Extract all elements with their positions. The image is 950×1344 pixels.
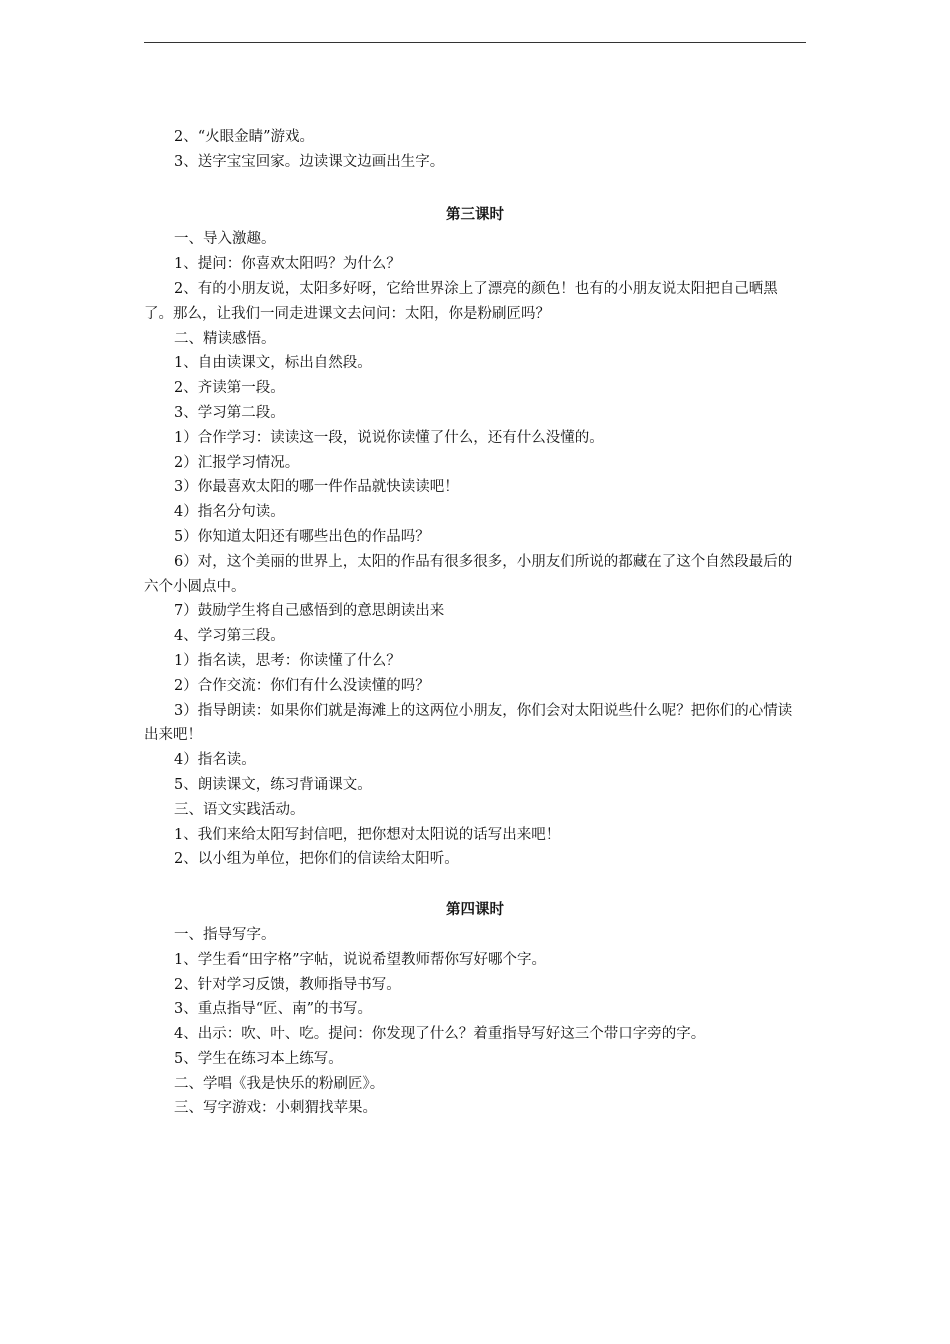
paragraph: 4）指名分句读。 <box>174 504 285 521</box>
paragraph: 1）合作学习：读读这一段，说说你读懂了什么，还有什么没懂的。 <box>174 429 604 446</box>
paragraph: 1、自由读课文，标出自然段。 <box>174 355 372 372</box>
section-heading: 第三课时 <box>446 206 504 223</box>
paragraph: 二、学唱《我是快乐的粉刷匠》。 <box>174 1075 385 1092</box>
paragraph: 2、针对学习反馈，教师指导书写。 <box>174 976 401 993</box>
paragraph: 5、学生在练习本上练写。 <box>174 1050 343 1067</box>
lesson3-lines <box>144 227 806 872</box>
paragraph: 1、我们来给太阳写封信吧，把你想对太阳说的话写出来吧！ <box>174 826 561 843</box>
paragraph: 5）你知道太阳还有哪些出色的作品吗？ <box>174 528 430 545</box>
paragraph: 4、学习第三段。 <box>174 628 285 645</box>
paragraph: 3、送字宝宝回家。边读课文边画出生字。 <box>174 153 445 170</box>
paragraph: 一、指导写字。 <box>174 926 276 943</box>
paragraph: 4）指名读。 <box>174 752 256 769</box>
paragraph: 1、提问：你喜欢太阳吗？为什么？ <box>174 256 401 273</box>
paragraph: 2）合作交流：你们有什么没读懂的吗？ <box>174 677 430 694</box>
section-heading: 第四课时 <box>446 902 504 919</box>
paragraph: 3、学习第二段。 <box>174 404 285 421</box>
paragraph: 三、写字游戏：小刺猬找苹果。 <box>174 1100 377 1117</box>
paragraph: 3）你最喜欢太阳的哪一件作品就快读读吧！ <box>174 479 459 496</box>
paragraph: 6）对，这个美丽的世界上，太阳的作品有很多很多，小朋友们所说的都藏在了这个自然段最后的六个小圆点中。 <box>144 553 793 595</box>
paragraph: 三、语文实践活动。 <box>174 801 305 818</box>
paragraph: 2）汇报学习情况。 <box>174 454 300 471</box>
lesson4-lines <box>144 923 806 1121</box>
paragraph: 3）指导朗读：如果你们就是海滩上的这两位小朋友，你们会对太阳说些什么呢？把你们的心情读出来吧！ <box>144 702 793 744</box>
paragraph: 一、导入激趣。 <box>174 231 276 248</box>
paragraph: 5、朗读课文，练习背诵课文。 <box>174 776 372 793</box>
paragraph: 3、重点指导“匠、南”的书写。 <box>174 1001 373 1018</box>
paragraph: 2、以小组为单位，把你们的信读给太阳听。 <box>174 851 459 868</box>
paragraph: 4、出示：吹、叶、吃。提问：你发现了什么？着重指导写好这三个带口字旁的字。 <box>174 1026 706 1043</box>
paragraph: 2、“火眼金睛”游戏。 <box>174 129 315 145</box>
paragraph: 1）指名读，思考：你读懂了什么？ <box>174 652 401 669</box>
paragraph: 1、学生看“田字格”字帖，说说希望教师帮你写好哪个字。 <box>174 951 547 968</box>
paragraph: 二、精读感悟。 <box>174 330 276 347</box>
paragraph: 2、有的小朋友说，太阳多好呀，它给世界涂上了漂亮的颜色！也有的小朋友说太阳把自己晒黑了。那么，让我们一同走进课文去问问：太阳，你是粉刷匠吗？ <box>144 280 778 322</box>
paragraph: 7）鼓励学生将自己感悟到的意思朗读出来 <box>174 603 445 620</box>
header-rule <box>144 42 806 43</box>
paragraph: 2、齐读第一段。 <box>174 380 285 397</box>
document-body <box>144 125 806 1121</box>
